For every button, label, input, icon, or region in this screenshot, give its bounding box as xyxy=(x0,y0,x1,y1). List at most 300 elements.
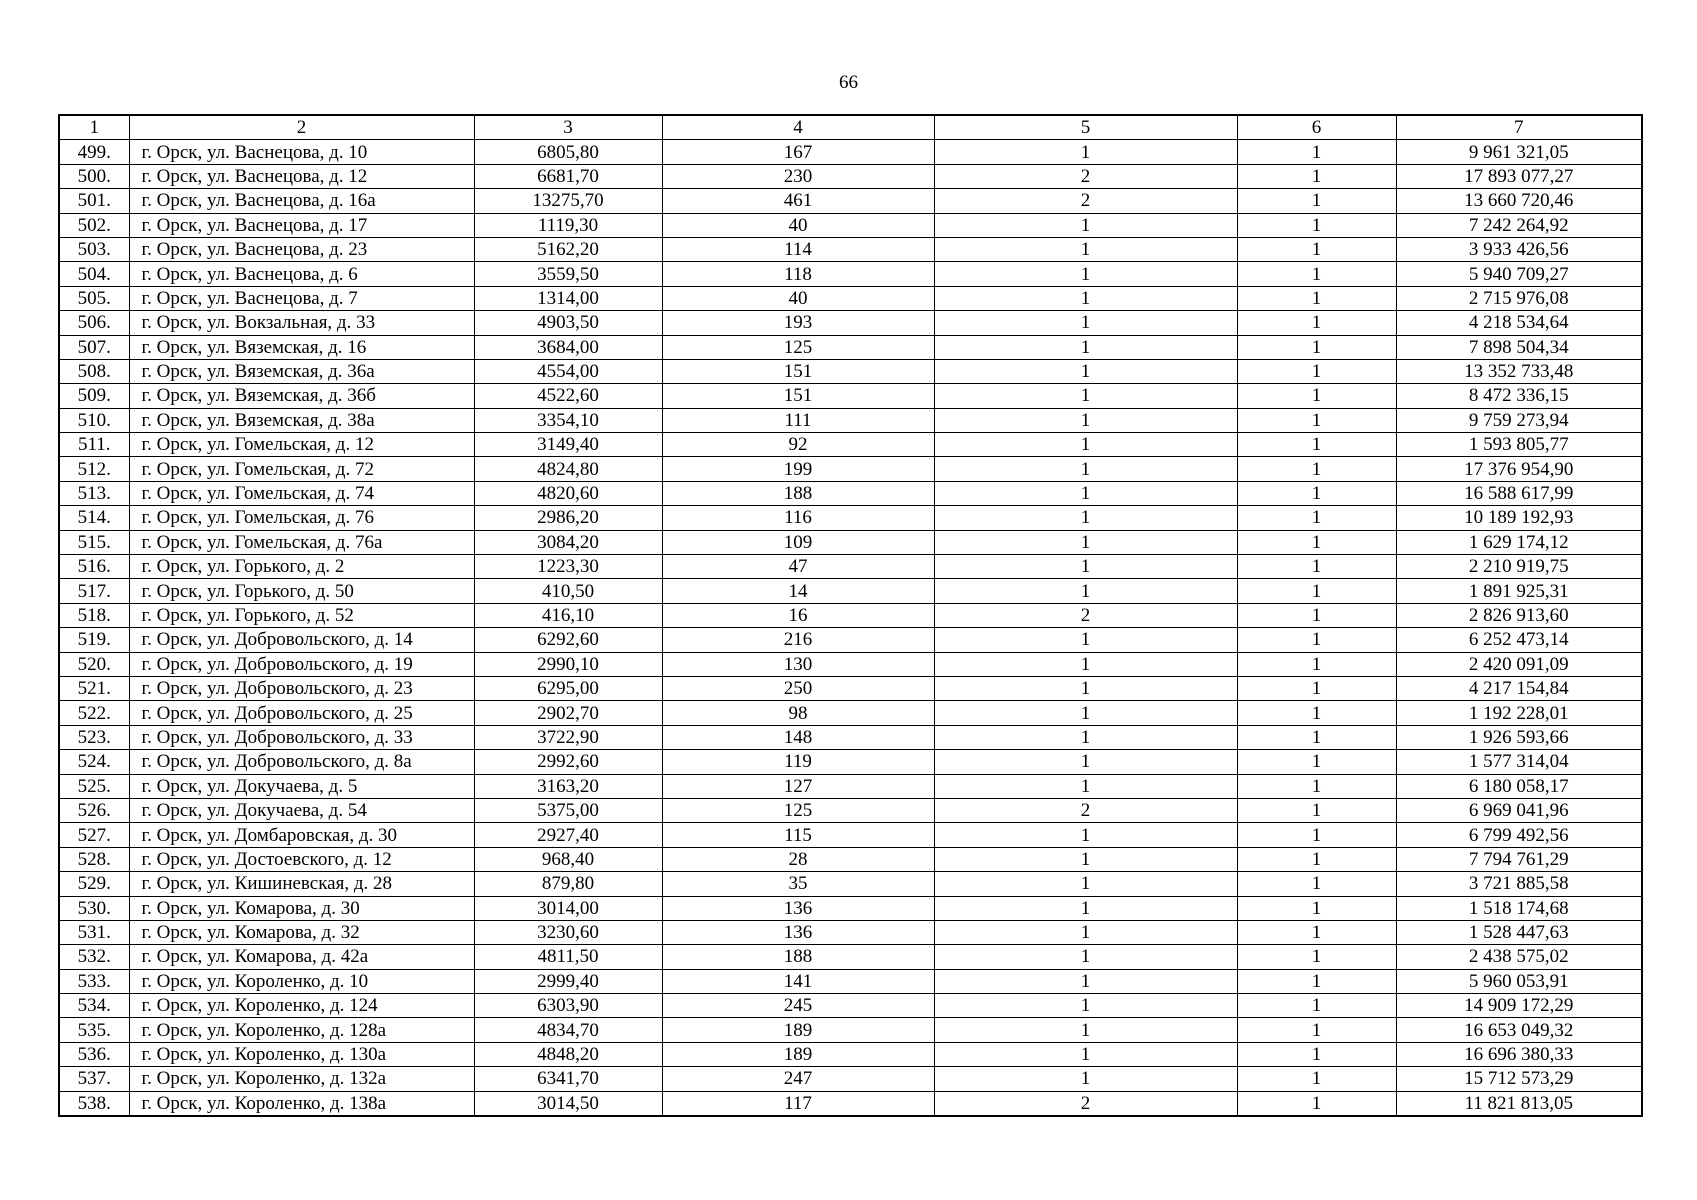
count-cell-6: 1 xyxy=(1237,823,1396,847)
count-cell-5: 1 xyxy=(934,140,1237,164)
area-cell: 879,80 xyxy=(474,872,662,896)
residents-cell: 151 xyxy=(662,384,934,408)
address-cell: г. Орск, ул. Вяземская, д. 36а xyxy=(129,359,474,383)
address-cell: г. Орск, ул. Короленко, д. 132а xyxy=(129,1067,474,1091)
count-cell-5: 1 xyxy=(934,433,1237,457)
count-cell-5: 1 xyxy=(934,286,1237,310)
count-cell-5: 1 xyxy=(934,457,1237,481)
table-row xyxy=(59,750,1642,774)
count-cell-5: 1 xyxy=(934,701,1237,725)
count-cell-6: 1 xyxy=(1237,945,1396,969)
residents-cell: 151 xyxy=(662,359,934,383)
count-cell-5: 2 xyxy=(934,189,1237,213)
row-number: 505. xyxy=(59,286,129,310)
count-cell-5: 1 xyxy=(934,896,1237,920)
count-cell-6: 1 xyxy=(1237,164,1396,188)
count-cell-5: 1 xyxy=(934,652,1237,676)
cost-cell: 2 826 913,60 xyxy=(1396,603,1642,627)
cost-cell: 6 180 058,17 xyxy=(1396,774,1642,798)
count-cell-5: 1 xyxy=(934,213,1237,237)
area-cell: 2986,20 xyxy=(474,506,662,530)
row-number: 529. xyxy=(59,872,129,896)
residents-cell: 116 xyxy=(662,506,934,530)
area-cell: 5162,20 xyxy=(474,237,662,261)
residents-cell: 16 xyxy=(662,603,934,627)
cost-cell: 17 376 954,90 xyxy=(1396,457,1642,481)
residents-cell: 193 xyxy=(662,311,934,335)
row-number: 502. xyxy=(59,213,129,237)
count-cell-5: 1 xyxy=(934,872,1237,896)
count-cell-5: 1 xyxy=(934,481,1237,505)
residents-cell: 136 xyxy=(662,920,934,944)
area-cell: 2927,40 xyxy=(474,823,662,847)
table-row xyxy=(59,237,1642,261)
row-number: 532. xyxy=(59,945,129,969)
cost-cell: 9 759 273,94 xyxy=(1396,408,1642,432)
area-cell: 2990,10 xyxy=(474,652,662,676)
address-cell: г. Орск, ул. Вяземская, д. 36б xyxy=(129,384,474,408)
row-number: 511. xyxy=(59,433,129,457)
table-row xyxy=(59,676,1642,700)
residents-cell: 118 xyxy=(662,262,934,286)
row-number: 517. xyxy=(59,579,129,603)
count-cell-5: 1 xyxy=(934,750,1237,774)
area-cell: 3084,20 xyxy=(474,530,662,554)
column-number-6: 6 xyxy=(1237,115,1396,140)
cost-cell: 1 518 174,68 xyxy=(1396,896,1642,920)
table-row xyxy=(59,1091,1642,1116)
cost-cell: 3 721 885,58 xyxy=(1396,872,1642,896)
address-cell: г. Орск, ул. Докучаева, д. 5 xyxy=(129,774,474,798)
count-cell-6: 1 xyxy=(1237,969,1396,993)
cost-cell: 13 660 720,46 xyxy=(1396,189,1642,213)
residents-cell: 189 xyxy=(662,1042,934,1066)
count-cell-5: 2 xyxy=(934,798,1237,822)
row-number: 522. xyxy=(59,701,129,725)
cost-cell: 7 794 761,29 xyxy=(1396,847,1642,871)
area-cell: 3163,20 xyxy=(474,774,662,798)
cost-cell: 10 189 192,93 xyxy=(1396,506,1642,530)
table-row xyxy=(59,457,1642,481)
residents-cell: 127 xyxy=(662,774,934,798)
address-cell: г. Орск, ул. Васнецова, д. 12 xyxy=(129,164,474,188)
address-cell: г. Орск, ул. Горького, д. 2 xyxy=(129,555,474,579)
table-row xyxy=(59,628,1642,652)
cost-cell: 1 192 228,01 xyxy=(1396,701,1642,725)
residents-cell: 111 xyxy=(662,408,934,432)
row-number: 518. xyxy=(59,603,129,627)
table-row xyxy=(59,335,1642,359)
residents-cell: 109 xyxy=(662,530,934,554)
row-number: 503. xyxy=(59,237,129,261)
address-cell: г. Орск, ул. Васнецова, д. 7 xyxy=(129,286,474,310)
row-number: 537. xyxy=(59,1067,129,1091)
count-cell-5: 1 xyxy=(934,1018,1237,1042)
table-row xyxy=(59,823,1642,847)
count-cell-6: 1 xyxy=(1237,847,1396,871)
count-cell-6: 1 xyxy=(1237,920,1396,944)
residents-cell: 47 xyxy=(662,555,934,579)
count-cell-6: 1 xyxy=(1237,1067,1396,1091)
address-cell: г. Орск, ул. Добровольского, д. 25 xyxy=(129,701,474,725)
cost-cell: 7 242 264,92 xyxy=(1396,213,1642,237)
count-cell-6: 1 xyxy=(1237,286,1396,310)
table-row xyxy=(59,140,1642,164)
residents-cell: 136 xyxy=(662,896,934,920)
residents-cell: 216 xyxy=(662,628,934,652)
count-cell-6: 1 xyxy=(1237,408,1396,432)
count-cell-6: 1 xyxy=(1237,579,1396,603)
table-row xyxy=(59,286,1642,310)
residents-cell: 188 xyxy=(662,481,934,505)
row-number: 521. xyxy=(59,676,129,700)
table-row xyxy=(59,384,1642,408)
cost-cell: 14 909 172,29 xyxy=(1396,994,1642,1018)
address-cell: г. Орск, ул. Короленко, д. 10 xyxy=(129,969,474,993)
row-number: 512. xyxy=(59,457,129,481)
count-cell-5: 1 xyxy=(934,530,1237,554)
table-row xyxy=(59,164,1642,188)
area-cell: 4811,50 xyxy=(474,945,662,969)
address-cell: г. Орск, ул. Короленко, д. 128а xyxy=(129,1018,474,1042)
area-cell: 6805,80 xyxy=(474,140,662,164)
area-cell: 1314,00 xyxy=(474,286,662,310)
address-cell: г. Орск, ул. Вокзальная, д. 33 xyxy=(129,311,474,335)
area-cell: 6681,70 xyxy=(474,164,662,188)
residents-cell: 40 xyxy=(662,286,934,310)
table-row xyxy=(59,262,1642,286)
count-cell-6: 1 xyxy=(1237,311,1396,335)
row-number: 528. xyxy=(59,847,129,871)
area-cell: 2902,70 xyxy=(474,701,662,725)
header-row xyxy=(59,115,1642,140)
address-cell: г. Орск, ул. Короленко, д. 138а xyxy=(129,1091,474,1116)
count-cell-6: 1 xyxy=(1237,652,1396,676)
address-cell: г. Орск, ул. Гомельская, д. 74 xyxy=(129,481,474,505)
table-row xyxy=(59,530,1642,554)
count-cell-6: 1 xyxy=(1237,237,1396,261)
address-cell: г. Орск, ул. Горького, д. 50 xyxy=(129,579,474,603)
residents-cell: 117 xyxy=(662,1091,934,1116)
count-cell-5: 1 xyxy=(934,555,1237,579)
row-number: 533. xyxy=(59,969,129,993)
row-number: 523. xyxy=(59,725,129,749)
address-cell: г. Орск, ул. Комарова, д. 42а xyxy=(129,945,474,969)
address-cell: г. Орск, ул. Добровольского, д. 23 xyxy=(129,676,474,700)
table-row xyxy=(59,1018,1642,1042)
row-number: 506. xyxy=(59,311,129,335)
table-row xyxy=(59,213,1642,237)
row-number: 530. xyxy=(59,896,129,920)
residents-cell: 141 xyxy=(662,969,934,993)
table-row xyxy=(59,506,1642,530)
address-cell: г. Орск, ул. Домбаровская, д. 30 xyxy=(129,823,474,847)
address-cell: г. Орск, ул. Короленко, д. 124 xyxy=(129,994,474,1018)
residents-cell: 167 xyxy=(662,140,934,164)
count-cell-6: 1 xyxy=(1237,896,1396,920)
area-cell: 4834,70 xyxy=(474,1018,662,1042)
count-cell-6: 1 xyxy=(1237,628,1396,652)
count-cell-6: 1 xyxy=(1237,676,1396,700)
residents-cell: 40 xyxy=(662,213,934,237)
count-cell-5: 2 xyxy=(934,164,1237,188)
table-body xyxy=(59,115,1642,1116)
count-cell-6: 1 xyxy=(1237,1042,1396,1066)
table-row xyxy=(59,847,1642,871)
table-row xyxy=(59,311,1642,335)
row-number: 515. xyxy=(59,530,129,554)
row-number: 534. xyxy=(59,994,129,1018)
count-cell-6: 1 xyxy=(1237,335,1396,359)
address-cell: г. Орск, ул. Добровольского, д. 8а xyxy=(129,750,474,774)
count-cell-6: 1 xyxy=(1237,1018,1396,1042)
area-cell: 6292,60 xyxy=(474,628,662,652)
residents-cell: 230 xyxy=(662,164,934,188)
count-cell-5: 1 xyxy=(934,579,1237,603)
address-cell: г. Орск, ул. Горького, д. 52 xyxy=(129,603,474,627)
row-number: 501. xyxy=(59,189,129,213)
address-cell: г. Орск, ул. Васнецова, д. 17 xyxy=(129,213,474,237)
row-number: 527. xyxy=(59,823,129,847)
residents-cell: 119 xyxy=(662,750,934,774)
residents-cell: 98 xyxy=(662,701,934,725)
residents-cell: 250 xyxy=(662,676,934,700)
count-cell-6: 1 xyxy=(1237,481,1396,505)
cost-cell: 1 593 805,77 xyxy=(1396,433,1642,457)
area-cell: 3230,60 xyxy=(474,920,662,944)
count-cell-5: 1 xyxy=(934,335,1237,359)
area-cell: 4522,60 xyxy=(474,384,662,408)
area-cell: 4820,60 xyxy=(474,481,662,505)
count-cell-5: 1 xyxy=(934,1042,1237,1066)
area-cell: 13275,70 xyxy=(474,189,662,213)
cost-cell: 6 252 473,14 xyxy=(1396,628,1642,652)
cost-cell: 4 217 154,84 xyxy=(1396,676,1642,700)
residents-cell: 245 xyxy=(662,994,934,1018)
column-number-3: 3 xyxy=(474,115,662,140)
table-row xyxy=(59,359,1642,383)
area-cell: 6303,90 xyxy=(474,994,662,1018)
cost-cell: 16 588 617,99 xyxy=(1396,481,1642,505)
row-number: 536. xyxy=(59,1042,129,1066)
address-cell: г. Орск, ул. Васнецова, д. 10 xyxy=(129,140,474,164)
row-number: 507. xyxy=(59,335,129,359)
table-row xyxy=(59,652,1642,676)
count-cell-5: 1 xyxy=(934,237,1237,261)
count-cell-6: 1 xyxy=(1237,603,1396,627)
table-row xyxy=(59,603,1642,627)
table-row xyxy=(59,725,1642,749)
row-number: 509. xyxy=(59,384,129,408)
table-row xyxy=(59,408,1642,432)
row-number: 514. xyxy=(59,506,129,530)
table-row xyxy=(59,1042,1642,1066)
area-cell: 2992,60 xyxy=(474,750,662,774)
count-cell-6: 1 xyxy=(1237,140,1396,164)
count-cell-6: 1 xyxy=(1237,189,1396,213)
cost-cell: 4 218 534,64 xyxy=(1396,311,1642,335)
count-cell-5: 1 xyxy=(934,262,1237,286)
area-cell: 4848,20 xyxy=(474,1042,662,1066)
residents-cell: 35 xyxy=(662,872,934,896)
cost-cell: 15 712 573,29 xyxy=(1396,1067,1642,1091)
row-number: 525. xyxy=(59,774,129,798)
count-cell-5: 1 xyxy=(934,847,1237,871)
residents-cell: 14 xyxy=(662,579,934,603)
count-cell-6: 1 xyxy=(1237,457,1396,481)
residents-cell: 92 xyxy=(662,433,934,457)
column-number-2: 2 xyxy=(129,115,474,140)
address-cell: г. Орск, ул. Гомельская, д. 76 xyxy=(129,506,474,530)
address-cell: г. Орск, ул. Короленко, д. 130а xyxy=(129,1042,474,1066)
cost-cell: 2 420 091,09 xyxy=(1396,652,1642,676)
area-cell: 416,10 xyxy=(474,603,662,627)
cost-cell: 1 629 174,12 xyxy=(1396,530,1642,554)
residents-cell: 247 xyxy=(662,1067,934,1091)
area-cell: 6341,70 xyxy=(474,1067,662,1091)
table-row xyxy=(59,798,1642,822)
row-number: 524. xyxy=(59,750,129,774)
address-cell: г. Орск, ул. Вяземская, д. 38а xyxy=(129,408,474,432)
cost-cell: 13 352 733,48 xyxy=(1396,359,1642,383)
count-cell-6: 1 xyxy=(1237,1091,1396,1116)
cost-cell: 1 528 447,63 xyxy=(1396,920,1642,944)
row-number: 538. xyxy=(59,1091,129,1116)
table-row xyxy=(59,189,1642,213)
count-cell-5: 1 xyxy=(934,823,1237,847)
table-row xyxy=(59,969,1642,993)
row-number: 513. xyxy=(59,481,129,505)
count-cell-6: 1 xyxy=(1237,213,1396,237)
address-cell: г. Орск, ул. Кишиневская, д. 28 xyxy=(129,872,474,896)
count-cell-6: 1 xyxy=(1237,384,1396,408)
area-cell: 4903,50 xyxy=(474,311,662,335)
residents-cell: 114 xyxy=(662,237,934,261)
table-row xyxy=(59,433,1642,457)
address-cell: г. Орск, ул. Васнецова, д. 16а xyxy=(129,189,474,213)
table-row xyxy=(59,872,1642,896)
address-cell: г. Орск, ул. Васнецова, д. 23 xyxy=(129,237,474,261)
row-number: 504. xyxy=(59,262,129,286)
address-cell: г. Орск, ул. Достоевского, д. 12 xyxy=(129,847,474,871)
count-cell-6: 1 xyxy=(1237,725,1396,749)
residents-cell: 188 xyxy=(662,945,934,969)
table-row xyxy=(59,555,1642,579)
count-cell-6: 1 xyxy=(1237,262,1396,286)
column-number-4: 4 xyxy=(662,115,934,140)
count-cell-6: 1 xyxy=(1237,750,1396,774)
address-cell: г. Орск, ул. Добровольского, д. 19 xyxy=(129,652,474,676)
count-cell-5: 1 xyxy=(934,384,1237,408)
count-cell-5: 1 xyxy=(934,506,1237,530)
row-number: 520. xyxy=(59,652,129,676)
table-row xyxy=(59,701,1642,725)
count-cell-6: 1 xyxy=(1237,774,1396,798)
table-row xyxy=(59,945,1642,969)
area-cell: 6295,00 xyxy=(474,676,662,700)
area-cell: 3684,00 xyxy=(474,335,662,359)
cost-cell: 2 438 575,02 xyxy=(1396,945,1642,969)
area-cell: 2999,40 xyxy=(474,969,662,993)
residents-cell: 148 xyxy=(662,725,934,749)
count-cell-5: 1 xyxy=(934,920,1237,944)
cost-cell: 2 210 919,75 xyxy=(1396,555,1642,579)
cost-cell: 16 696 380,33 xyxy=(1396,1042,1642,1066)
count-cell-5: 1 xyxy=(934,774,1237,798)
count-cell-6: 1 xyxy=(1237,530,1396,554)
row-number: 526. xyxy=(59,798,129,822)
cost-cell: 7 898 504,34 xyxy=(1396,335,1642,359)
count-cell-5: 1 xyxy=(934,994,1237,1018)
table-row xyxy=(59,481,1642,505)
cost-cell: 8 472 336,15 xyxy=(1396,384,1642,408)
count-cell-6: 1 xyxy=(1237,433,1396,457)
area-cell: 3722,90 xyxy=(474,725,662,749)
cost-cell: 1 891 925,31 xyxy=(1396,579,1642,603)
area-cell: 3559,50 xyxy=(474,262,662,286)
residents-cell: 125 xyxy=(662,335,934,359)
address-cell: г. Орск, ул. Комарова, д. 32 xyxy=(129,920,474,944)
page-number: 66 xyxy=(839,72,858,93)
table-row xyxy=(59,920,1642,944)
column-number-5: 5 xyxy=(934,115,1237,140)
area-cell: 968,40 xyxy=(474,847,662,871)
cost-cell: 5 960 053,91 xyxy=(1396,969,1642,993)
address-cell: г. Орск, ул. Гомельская, д. 76а xyxy=(129,530,474,554)
area-cell: 3149,40 xyxy=(474,433,662,457)
residents-cell: 130 xyxy=(662,652,934,676)
cost-cell: 9 961 321,05 xyxy=(1396,140,1642,164)
address-cell: г. Орск, ул. Вяземская, д. 16 xyxy=(129,335,474,359)
cost-cell: 6 799 492,56 xyxy=(1396,823,1642,847)
area-cell: 410,50 xyxy=(474,579,662,603)
count-cell-5: 1 xyxy=(934,676,1237,700)
address-cell: г. Орск, ул. Добровольского, д. 14 xyxy=(129,628,474,652)
residents-cell: 125 xyxy=(662,798,934,822)
cost-cell: 5 940 709,27 xyxy=(1396,262,1642,286)
area-cell: 5375,00 xyxy=(474,798,662,822)
address-cell: г. Орск, ул. Докучаева, д. 54 xyxy=(129,798,474,822)
residents-cell: 28 xyxy=(662,847,934,871)
residents-cell: 115 xyxy=(662,823,934,847)
row-number: 500. xyxy=(59,164,129,188)
table-row xyxy=(59,579,1642,603)
count-cell-6: 1 xyxy=(1237,506,1396,530)
count-cell-6: 1 xyxy=(1237,994,1396,1018)
residents-cell: 461 xyxy=(662,189,934,213)
address-cell: г. Орск, ул. Добровольского, д. 33 xyxy=(129,725,474,749)
count-cell-5: 1 xyxy=(934,1067,1237,1091)
count-cell-5: 1 xyxy=(934,311,1237,335)
residents-cell: 199 xyxy=(662,457,934,481)
count-cell-5: 1 xyxy=(934,628,1237,652)
area-cell: 4554,00 xyxy=(474,359,662,383)
row-number: 535. xyxy=(59,1018,129,1042)
count-cell-5: 1 xyxy=(934,408,1237,432)
area-cell: 1119,30 xyxy=(474,213,662,237)
cost-cell: 16 653 049,32 xyxy=(1396,1018,1642,1042)
table-row xyxy=(59,774,1642,798)
count-cell-5: 1 xyxy=(934,945,1237,969)
address-cell: г. Орск, ул. Комарова, д. 30 xyxy=(129,896,474,920)
count-cell-5: 1 xyxy=(934,359,1237,383)
cost-cell: 3 933 426,56 xyxy=(1396,237,1642,261)
row-number: 531. xyxy=(59,920,129,944)
address-cell: г. Орск, ул. Гомельская, д. 72 xyxy=(129,457,474,481)
row-number: 508. xyxy=(59,359,129,383)
area-cell: 1223,30 xyxy=(474,555,662,579)
count-cell-5: 2 xyxy=(934,1091,1237,1116)
